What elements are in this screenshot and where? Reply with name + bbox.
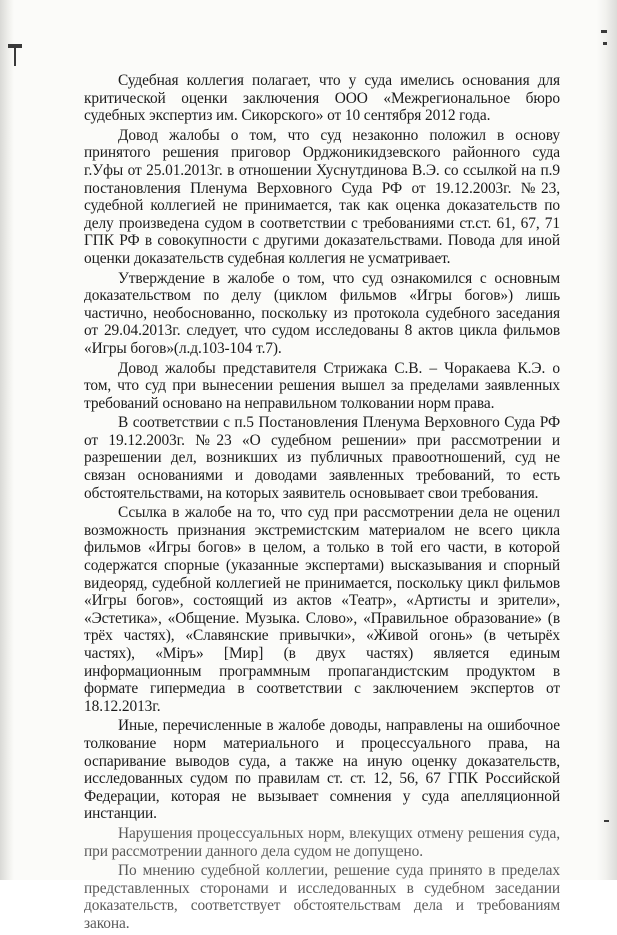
scan-artifact [14, 48, 16, 66]
scan-artifact [604, 820, 609, 822]
scan-artifact [601, 30, 607, 33]
paragraph: По мнению судебной коллегии, решение суда принято в пределах представленных сторонами и исследованных в судебном заседании доказательств, соответствует обстоятельствам дела и требованиям закона. [84, 862, 560, 932]
right-edge-shadow [597, 0, 617, 880]
document-body [84, 72, 560, 935]
paragraph: В соответствии с п.5 Постановления Пленума Верховного Суда РФ от 19.12.2003г. №23 «О судебном решении» при рассмотрении и разрешении дел, возникших из публичных правоотношений, суд не связан основаниями и доводами заявленных требований, то есть обстоятельствами, на которых заявитель основывает свои требования. [84, 414, 560, 502]
paragraph: Довод жалобы о том, что суд незаконно положил в основу принятого решения приговор Орджоникидзевского районного суда г.Уфы от 25.01.2013г. в отношении Хуснутдинова В.Э. со ссылкой на п.9 постановления Пленума Верховного Суда РФ от 19.12.2003г. №23, судебной коллегией не принимается, так как оценка доказательств по делу произведена судом в соответствии с требованиями ст.ст. 61, 67, 71 ГПК РФ в совокупности с другими доказательствами. Повода для иной оценки доказательств судебная коллегия не усматривает. [84, 126, 560, 267]
paragraph: Нарушения процессуальных норм, влекущих отмену решения суда, при рассмотрении данного дела судом не допущено. [84, 824, 560, 860]
left-edge-shadow [0, 0, 14, 880]
paragraph: Ссылка в жалобе на то, что суд при рассмотрении дела не оценил возможность признания экстремистским материалом не всего цикла фильмов «Игры богов» в целом, а только в той его части, в которой содержатся спорные (указанные экспертами) высказывания и спорный видеоряд, судебной коллегией не принимается, поскольку цикл фильмов «Игры богов», состоящий из актов «Театр», «Артисты и зрители», «Эстетика», «Общение. Музыка. Слово», «Правильное образование» (в трёх частях), «Славянские привычки», «Живой огонь» (в четырёх частях), «Мiръ» [Мир] (в двух частях) является единым информационным программным пропагандистским продуктом в формате гипермедиа в соответствии с заключением экспертов от 18.12.2013г. [84, 504, 560, 715]
paragraph: Утверждение в жалобе о том, что суд ознакомился с основным доказательством по делу (циклом фильмов «Игры богов») лишь частично, необоснованно, поскольку из протокола судебного заседания от 29.04.2013г. следует, что судом исследованы 8 актов цикла фильмов «Игры богов»(л.д.103-104 т.7). [84, 269, 560, 357]
paragraph: Довод жалобы представителя Стрижака С.В. – Чоракаева К.Э. о том, что суд при вынесении решения вышел за пределами заявленных требований основано на неправильном толковании норм права. [84, 359, 560, 412]
paragraph: Судебная коллегия полагает, что у суда имелись основания для критической оценки заключения ООО «Межрегиональное бюро судебных экспертиз им. Сикорского» от 10 сентября 2012 года. [84, 72, 560, 125]
paragraph: Иные, перечисленные в жалобе доводы, направлены на ошибочное толкование норм материального и процессуального права, на оспаривание выводов суда, а также на иную оценку доказательств, исследованных судом по правилам ст. ст. 12, 56, 67 ГПК Российской Федерации, которая не вызывает сомнения у суда апелляционной инстанции. [84, 717, 560, 823]
scan-artifact [603, 42, 607, 45]
